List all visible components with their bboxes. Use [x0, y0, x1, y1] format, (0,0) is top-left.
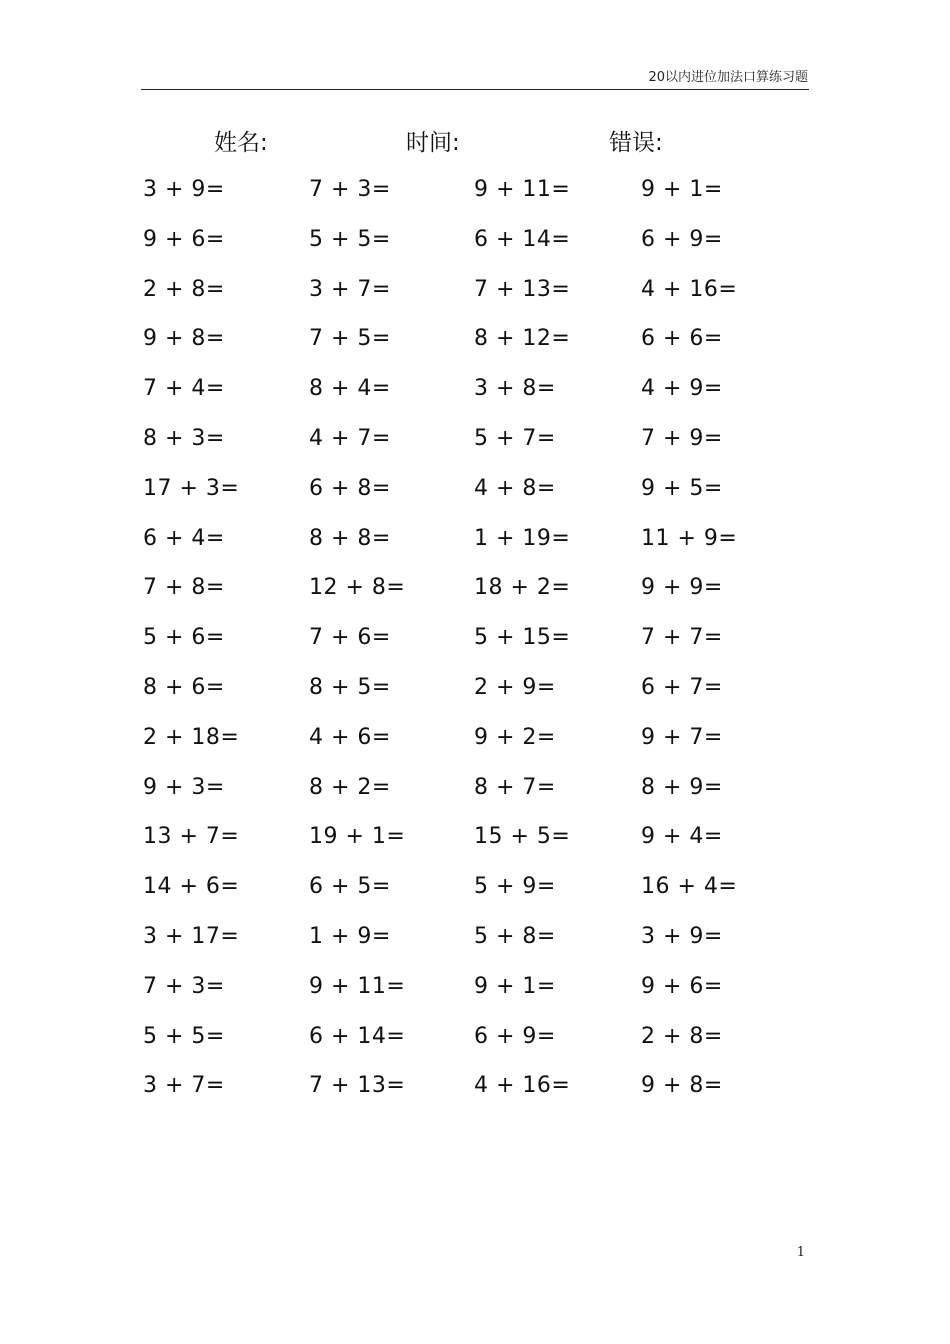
problem-item: 19 + 1= — [309, 824, 406, 850]
problem-item: 12 + 8= — [309, 575, 406, 601]
problem-item: 9 + 2= — [474, 724, 556, 750]
problem-item: 15 + 5= — [474, 824, 571, 850]
page-number: 1 — [796, 1245, 805, 1260]
problem-item: 9 + 8= — [641, 1073, 723, 1099]
problem-item: 3 + 9= — [641, 923, 723, 949]
problem-item: 5 + 7= — [474, 425, 556, 451]
problem-item: 4 + 16= — [641, 276, 738, 302]
problem-item: 4 + 9= — [641, 376, 723, 402]
problem-item: 2 + 8= — [143, 276, 225, 302]
problem-item: 9 + 8= — [143, 326, 225, 352]
problem-item: 5 + 5= — [309, 226, 391, 252]
problem-item: 6 + 14= — [474, 226, 571, 252]
problem-item: 6 + 9= — [474, 1023, 556, 1049]
problem-item: 8 + 5= — [309, 674, 391, 700]
problem-item: 9 + 11= — [309, 973, 406, 999]
problem-column-4 — [641, 170, 737, 1116]
problem-item: 7 + 13= — [309, 1073, 406, 1099]
problem-item: 6 + 4= — [143, 525, 225, 551]
problem-column-3 — [474, 170, 570, 1116]
problem-item: 8 + 8= — [309, 525, 391, 551]
problem-item: 9 + 7= — [641, 724, 723, 750]
problem-item: 3 + 8= — [474, 376, 556, 402]
problem-item: 11 + 9= — [641, 525, 738, 551]
problem-item: 6 + 6= — [641, 326, 723, 352]
problem-item: 8 + 2= — [309, 774, 391, 800]
problem-item: 6 + 14= — [309, 1023, 406, 1049]
problem-item: 17 + 3= — [143, 475, 240, 501]
problem-item: 3 + 9= — [143, 177, 225, 202]
problem-item: 13 + 7= — [143, 824, 240, 850]
problem-item: 4 + 8= — [474, 475, 556, 501]
problem-item: 8 + 3= — [143, 425, 225, 451]
problem-item: 2 + 9= — [474, 674, 556, 700]
problem-item: 5 + 15= — [474, 625, 571, 651]
problem-item: 8 + 9= — [641, 774, 723, 800]
problem-item: 8 + 7= — [474, 774, 556, 800]
problem-item: 7 + 13= — [474, 276, 571, 302]
problem-item: 5 + 5= — [143, 1023, 225, 1049]
problem-item: 7 + 4= — [143, 376, 225, 402]
problem-item: 3 + 7= — [143, 1073, 225, 1099]
problem-item: 4 + 16= — [474, 1073, 571, 1099]
problem-item: 7 + 7= — [641, 625, 723, 651]
problem-column-1 — [143, 170, 239, 1116]
problem-item: 1 + 9= — [309, 923, 391, 949]
name-field-label: 姓名: — [214, 130, 268, 156]
problem-item: 8 + 4= — [309, 376, 391, 402]
problem-item: 8 + 12= — [474, 326, 571, 352]
problem-item: 9 + 1= — [474, 973, 556, 999]
problem-item: 9 + 5= — [641, 475, 723, 501]
problem-item: 9 + 6= — [143, 226, 225, 252]
problem-item: 3 + 7= — [309, 276, 391, 302]
problem-item: 3 + 17= — [143, 923, 240, 949]
problem-item: 9 + 11= — [474, 177, 571, 202]
problem-item: 7 + 8= — [143, 575, 225, 601]
problem-item: 6 + 5= — [309, 874, 391, 900]
problem-item: 9 + 3= — [143, 774, 225, 800]
problem-item: 6 + 7= — [641, 674, 723, 700]
problem-item: 5 + 9= — [474, 874, 556, 900]
problem-item: 7 + 6= — [309, 625, 391, 651]
problem-item: 9 + 1= — [641, 177, 723, 202]
problem-item: 2 + 8= — [641, 1023, 723, 1049]
problem-item: 4 + 7= — [309, 425, 391, 451]
problem-item: 9 + 9= — [641, 575, 723, 601]
problem-item: 9 + 4= — [641, 824, 723, 850]
problem-column-2 — [309, 170, 405, 1116]
problem-item: 6 + 9= — [641, 226, 723, 252]
problem-item: 7 + 3= — [309, 177, 391, 202]
problem-item: 1 + 19= — [474, 525, 571, 551]
problem-item: 4 + 6= — [309, 724, 391, 750]
errors-field-label: 错误: — [609, 130, 663, 156]
time-field-label: 时间: — [406, 130, 460, 156]
problem-item: 16 + 4= — [641, 874, 738, 900]
problem-item: 5 + 8= — [474, 923, 556, 949]
problem-item: 7 + 9= — [641, 425, 723, 451]
header-divider — [141, 89, 809, 90]
problem-item: 2 + 18= — [143, 724, 240, 750]
problem-item: 7 + 3= — [143, 973, 225, 999]
problem-item: 7 + 5= — [309, 326, 391, 352]
problem-item: 8 + 6= — [143, 674, 225, 700]
problem-item: 6 + 8= — [309, 475, 391, 501]
problem-item: 14 + 6= — [143, 874, 240, 900]
problem-item: 18 + 2= — [474, 575, 571, 601]
document-header-title: 20以内进位加法口算练习题 — [648, 70, 808, 85]
problem-item: 5 + 6= — [143, 625, 225, 651]
problem-item: 9 + 6= — [641, 973, 723, 999]
